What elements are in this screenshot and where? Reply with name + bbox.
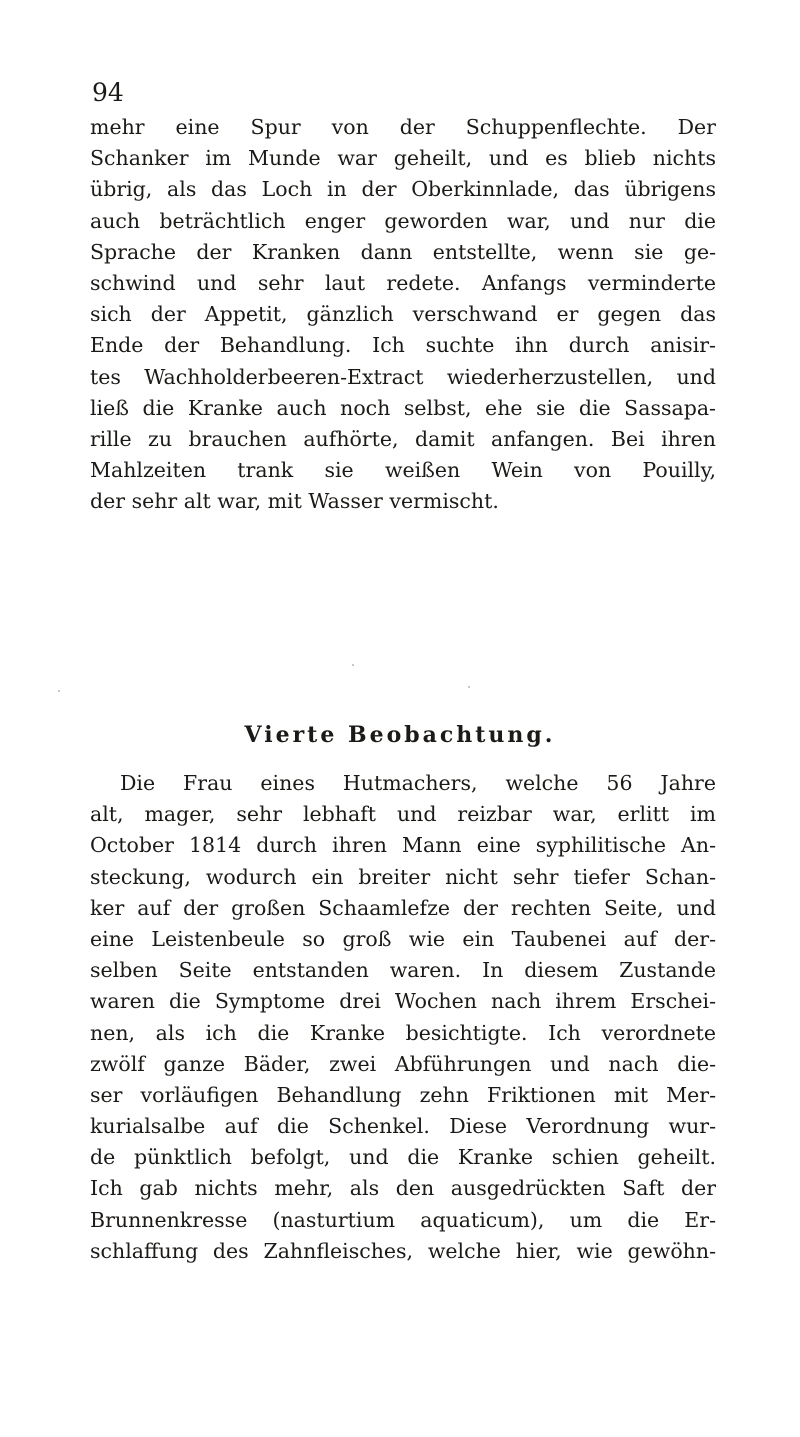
text-line: ker auf der großen Schaamlefze der rechten Seite, und — [90, 895, 716, 920]
page-number: 94 — [92, 78, 124, 107]
scan-speck — [468, 686, 470, 688]
text-line: nen, als ich die Kranke besichtigte. Ich verordnete — [90, 1020, 716, 1045]
text-line: waren die Symptome drei Wochen nach ihrem Erschei- — [90, 989, 716, 1014]
text-line: zwölf ganze Bäder, zwei Abführungen und nach die- — [90, 1051, 716, 1076]
text-line: mehr eine Spur von der Schuppenflechte. Der — [90, 115, 716, 139]
text-line: der sehr alt war, mit Wasser vermischt. — [90, 489, 499, 514]
text-line: Ich gab nichts mehr, als den ausgedrückten Saft der — [90, 1176, 716, 1201]
text-line: Die Frau eines Hutmachers, welche 56 Jahre — [120, 771, 716, 795]
section-heading: Vierte Beobachtung. — [244, 722, 556, 748]
text-line: übrig, als das Loch in der Oberkinnlade, das übrigens — [90, 177, 716, 202]
text-line: steckung, wodurch ein breiter nicht sehr tiefer Schan- — [90, 864, 716, 889]
text-line: alt, mager, sehr lebhaft und reizbar war, erlitt im — [90, 802, 716, 827]
text-line: rille zu brauchen aufhörte, damit anfangen. Bei ihren — [90, 426, 716, 451]
text-line: tes Wachholderbeeren-Extract wiederherzustellen, und — [90, 364, 716, 389]
paragraph-observation — [90, 768, 716, 1267]
text-line: de pünktlich befolgt, und die Kranke schien geheilt. — [90, 1145, 716, 1170]
text-line: auch beträchtlich enger geworden war, und nur die — [90, 208, 716, 233]
text-line: ser vorläufigen Behandlung zehn Friktionen mit Mer- — [90, 1082, 716, 1107]
paragraph-continuation — [90, 112, 716, 517]
text-line: kurialsalbe auf die Schenkel. Diese Verordnung wur- — [90, 1114, 716, 1139]
text-line: October 1814 durch ihren Mann eine syphilitische An- — [90, 833, 716, 858]
text-line: Schanker im Munde war geheilt, und es blieb nichts — [90, 146, 716, 171]
text-line: ließ die Kranke auch noch selbst, ehe sie die Sassapa- — [90, 395, 716, 420]
text-line: Mahlzeiten trank sie weißen Wein von Pouilly, — [90, 458, 716, 483]
scan-speck — [58, 690, 60, 692]
scan-speck — [352, 664, 354, 666]
text-line: sich der Appetit, gänzlich verschwand er gegen das — [90, 302, 716, 327]
text-line: schwind und sehr laut redete. Anfangs verminderte — [90, 270, 716, 295]
text-line: schlaffung des Zahnfleisches, welche hier, wie gewöhn- — [90, 1238, 716, 1263]
text-line: Ende der Behandlung. Ich suchte ihn durch anisir- — [90, 333, 716, 358]
text-line: selben Seite entstanden waren. In diesem Zustande — [90, 958, 716, 983]
text-line: Brunnenkresse (nasturtium aquaticum), um die Er- — [90, 1207, 716, 1232]
text-line: Sprache der Kranken dann entstellte, wenn sie ge- — [90, 239, 716, 264]
text-line: eine Leistenbeule so groß wie ein Taubenei auf der- — [90, 926, 716, 951]
